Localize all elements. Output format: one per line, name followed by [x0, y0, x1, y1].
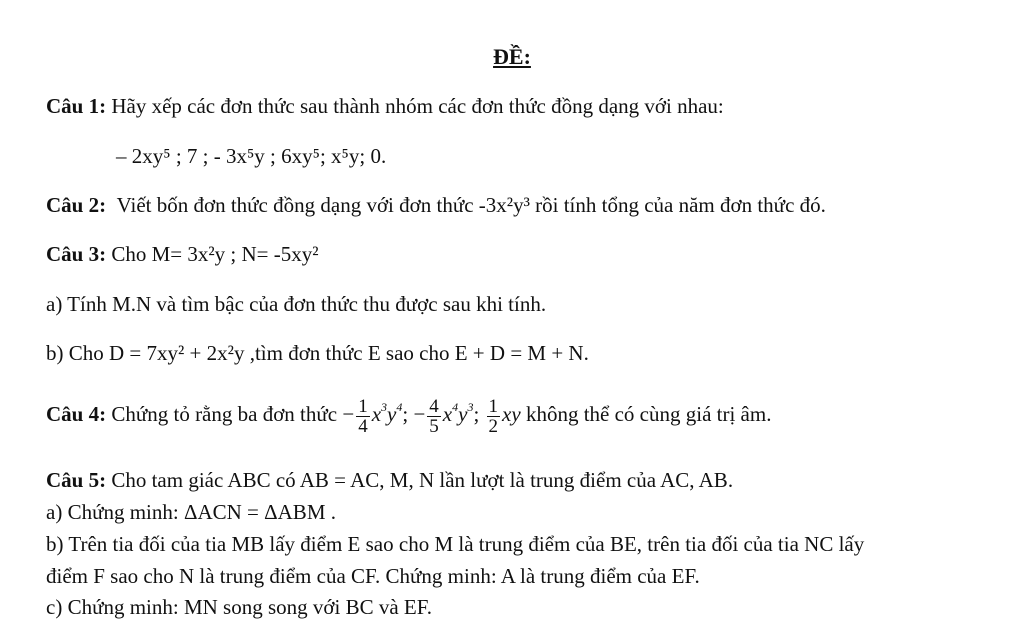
question-2-label: Câu 2: — [46, 193, 107, 217]
question-2 — [46, 192, 826, 218]
question-3b: b) Cho D = 7xy² + 2x²y ,tìm đơn thức E sao cho E + D = M + N. — [46, 341, 589, 365]
question-3-text: Cho M= 3x²y ; N= -5xy² — [106, 242, 319, 266]
page-title: ĐỀ: — [493, 44, 531, 69]
question-4-label: Câu 4: — [46, 402, 107, 426]
question-5c: c) Chứng minh: MN song song với BC và EF. — [46, 595, 432, 619]
question-4-text-before: Chứng tỏ rằng ba đơn thức — [106, 402, 343, 426]
question-5 — [46, 467, 733, 493]
question-3-label: Câu 3: — [46, 242, 107, 266]
fraction-2: $\frac{4}{5}$ — [429, 395, 439, 437]
question-5a: a) Chứng minh: ΔACN = ΔABM . — [46, 500, 336, 524]
question-2-text: Viết bốn đơn thức đồng dạng với đơn thức -3x²y³ rồi tính tổng của năm đơn thức đó. — [116, 193, 826, 217]
question-1 — [46, 93, 724, 119]
question-5b-line1: b) Trên tia đối của tia MB lấy điểm E sao cho M là trung điểm của BE, trên tia đối của tia NC lấy — [46, 532, 865, 556]
question-3 — [46, 241, 319, 267]
question-1-expression — [116, 143, 386, 169]
fraction-1: $\frac{1}{4}$ — [358, 395, 368, 437]
question-5-text: Cho tam giác ABC có AB = AC, M, N lần lượt là trung điểm của AC, AB. — [106, 468, 734, 492]
fraction-3: $\frac{1}{2}$ — [488, 395, 499, 437]
question-4-text-after: không thể có cùng giá trị âm. — [520, 402, 772, 426]
question-5b-line2: điểm F sao cho N là trung điểm của CF. Chứng minh: A là trung điểm của EF. — [46, 564, 700, 588]
question-1-expr-text: – 2xy⁵ ; 7 ; - 3x⁵y ; 6xy⁵; x⁵y; 0. — [116, 144, 387, 168]
question-1-label: Câu 1: — [46, 94, 107, 118]
question-3a: a) Tính M.N và tìm bậc của đơn thức thu được sau khi tính. — [46, 292, 547, 316]
question-5-label: Câu 5: — [46, 468, 107, 492]
question-4: Câu 4: Chứng tỏ rằng ba đơn thức − $\frac{1}{4}$ $x^3y^4$; − $\frac{4}{5}$ $x^4y^3$; $\frac{1}{2}$ xy không thể có cùng giá trị âm. — [46, 395, 772, 437]
question-1-text: Hãy xếp các đơn thức sau thành nhóm các đơn thức đồng dạng với nhau: — [106, 94, 724, 118]
